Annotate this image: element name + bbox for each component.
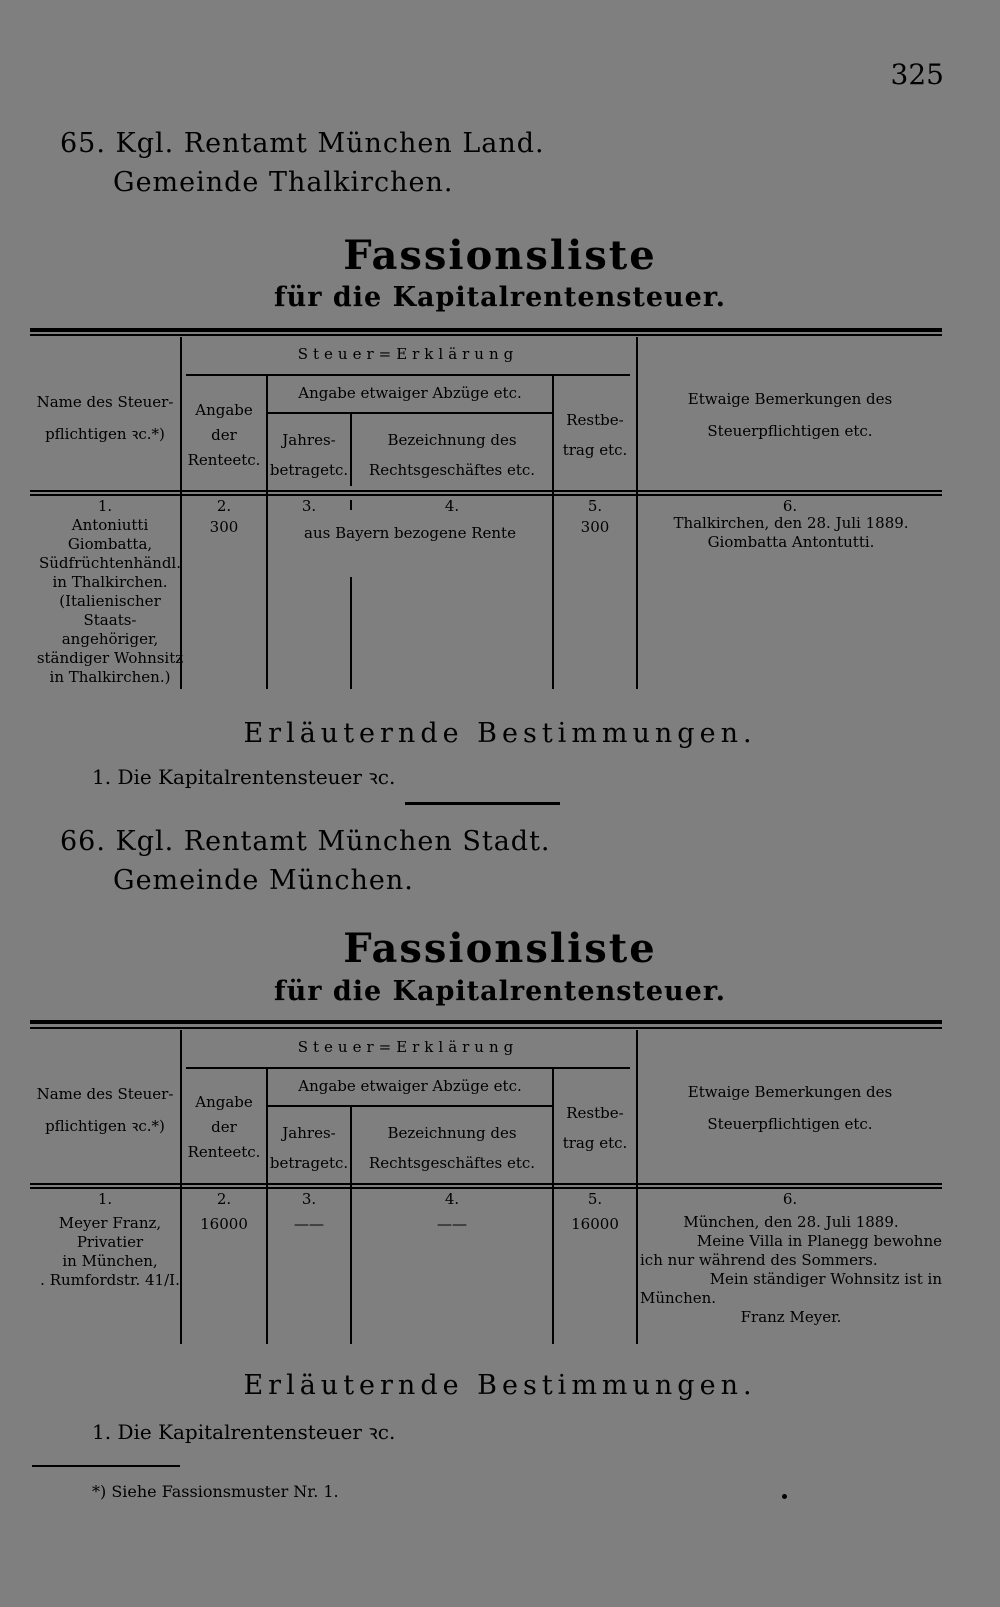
group-header: Steuer=Erklärung xyxy=(297,1038,519,1056)
header-rule xyxy=(30,1183,942,1185)
name-line: Antoniutti xyxy=(71,516,149,534)
footnote: *) Siehe Fassionsmuster Nr. 1. xyxy=(92,1482,339,1501)
col-header-bezeichnung: Bezeichnung des Rechtsgeschäftes etc. xyxy=(368,431,536,479)
municipality: Gemeinde Thalkirchen. xyxy=(113,167,454,198)
name-line: Meyer Franz, xyxy=(58,1214,162,1232)
footnote-rule xyxy=(32,1465,180,1467)
remarks xyxy=(640,514,942,552)
explanations-item: 1. Die Kapitalrentensteuer ꝛc. xyxy=(92,1420,396,1444)
col-header-name: Name des Steuer-pflichtigen ꝛc.*) xyxy=(36,393,174,443)
taxpayer-name xyxy=(30,516,190,687)
angabe-value: 300 xyxy=(209,518,239,536)
remark-line: ich nur während des Sommers. xyxy=(640,1251,878,1269)
table-top-rule-thin xyxy=(30,334,942,336)
col-header-rest: Restbe-trag etc. xyxy=(562,1104,628,1152)
table-top-rule xyxy=(30,1020,942,1024)
col-header-bemerk: Etwaige Bemerkungen des Steuerpflichtigen etc. xyxy=(687,390,893,440)
explanations-title: Erläuternde Bestimmungen. xyxy=(243,718,757,749)
col-number: 4. xyxy=(444,497,460,515)
col-header-jahres: Jahres-betragetc. xyxy=(269,1124,349,1172)
list-subtitle: für die Kapitalrentensteuer. xyxy=(273,282,727,313)
name-line: in München, xyxy=(62,1252,158,1270)
col-number: 4. xyxy=(444,1190,460,1208)
group-rule xyxy=(186,374,630,376)
name-line: . Rumfordstr. 41/I. xyxy=(40,1271,180,1289)
col-number: 6. xyxy=(782,1190,798,1208)
section-heading: 65. Kgl. Rentamt München Land. xyxy=(60,128,545,159)
col-header-bemerk: Etwaige Bemerkungen des Steuerpflichtigen etc. xyxy=(687,1083,893,1133)
name-line: Südfrüchtenhändl. xyxy=(39,554,181,572)
col-number: 2. xyxy=(216,497,232,515)
remark-line: München. xyxy=(640,1289,717,1307)
name-line: angehöriger, xyxy=(61,630,159,648)
rest-value: 300 xyxy=(580,518,610,536)
col-number: 3. xyxy=(301,1190,317,1208)
remarks xyxy=(640,1213,942,1327)
col-header-abzuege: Angabe etwaiger Abzüge etc. xyxy=(298,1077,522,1095)
rest-value: 16000 xyxy=(571,1215,619,1233)
subgroup-rule xyxy=(266,412,552,414)
name-line: in Thalkirchen.) xyxy=(49,668,171,686)
ink-dot xyxy=(782,1494,787,1499)
col-number: 5. xyxy=(587,1190,603,1208)
list-title: Fassionsliste xyxy=(343,232,657,279)
col-number: 5. xyxy=(587,497,603,515)
section-separator xyxy=(405,802,560,805)
header-rule xyxy=(30,490,942,492)
col-divider xyxy=(350,577,352,689)
explanations-title: Erläuternde Bestimmungen. xyxy=(243,1370,757,1401)
table-top-rule xyxy=(30,328,942,332)
group-header: Steuer=Erklärung xyxy=(297,345,519,363)
col-number: 6. xyxy=(782,497,798,515)
col-number: 2. xyxy=(216,1190,232,1208)
name-line: Giombatta, xyxy=(67,535,153,553)
taxpayer-name xyxy=(30,1214,190,1290)
col-number: 1. xyxy=(97,1190,113,1208)
remark-line: Meine Villa in Planegg bewohne xyxy=(696,1232,942,1250)
col-header-bezeichnung: Bezeichnung des Rechtsgeschäftes etc. xyxy=(368,1124,536,1172)
section-heading: 66. Kgl. Rentamt München Stadt. xyxy=(60,826,551,857)
name-line: in Thalkirchen. xyxy=(52,573,168,591)
bezeichnung-value: aus Bayern bezogene Rente xyxy=(268,522,552,544)
col-header-angabe: Angabe der Renteetc. xyxy=(187,1093,261,1161)
col-header-jahres: Jahres-betragetc. xyxy=(269,431,349,479)
municipality: Gemeinde München. xyxy=(113,865,414,896)
remark-line: München, den 28. Juli 1889. xyxy=(683,1213,899,1231)
bezeichnung-value: —— xyxy=(437,1215,467,1233)
explanations-item: 1. Die Kapitalrentensteuer ꝛc. xyxy=(92,765,396,789)
remark-line: Mein ständiger Wohnsitz ist in xyxy=(709,1270,942,1288)
remark-line: Giombatta Antontutti. xyxy=(707,533,875,551)
name-line: (Italienischer xyxy=(59,592,161,610)
group-rule xyxy=(186,1067,630,1069)
list-title: Fassionsliste xyxy=(343,925,657,972)
name-line: ständiger Wohnsitz xyxy=(36,649,184,667)
list-subtitle: für die Kapitalrentensteuer. xyxy=(273,976,727,1007)
col-header-abzuege: Angabe etwaiger Abzüge etc. xyxy=(298,384,522,402)
subgroup-rule xyxy=(266,1105,552,1107)
col-number: 3. xyxy=(301,497,317,515)
col-header-name: Name des Steuer-pflichtigen ꝛc.*) xyxy=(36,1085,174,1135)
col-number: 1. xyxy=(97,497,113,515)
name-line: Staats- xyxy=(83,611,137,629)
col-header-rest: Restbe-trag etc. xyxy=(562,411,628,459)
page-number: 325 xyxy=(890,58,944,91)
remark-line: Franz Meyer. xyxy=(740,1308,842,1326)
remark-line: Thalkirchen, den 28. Juli 1889. xyxy=(673,514,909,532)
name-line: Privatier xyxy=(76,1233,144,1251)
table-top-rule-thin xyxy=(30,1027,942,1029)
angabe-value: 16000 xyxy=(200,1215,248,1233)
col-header-angabe: Angabe der Renteetc. xyxy=(187,401,261,469)
jahres-value: —— xyxy=(294,1215,324,1233)
